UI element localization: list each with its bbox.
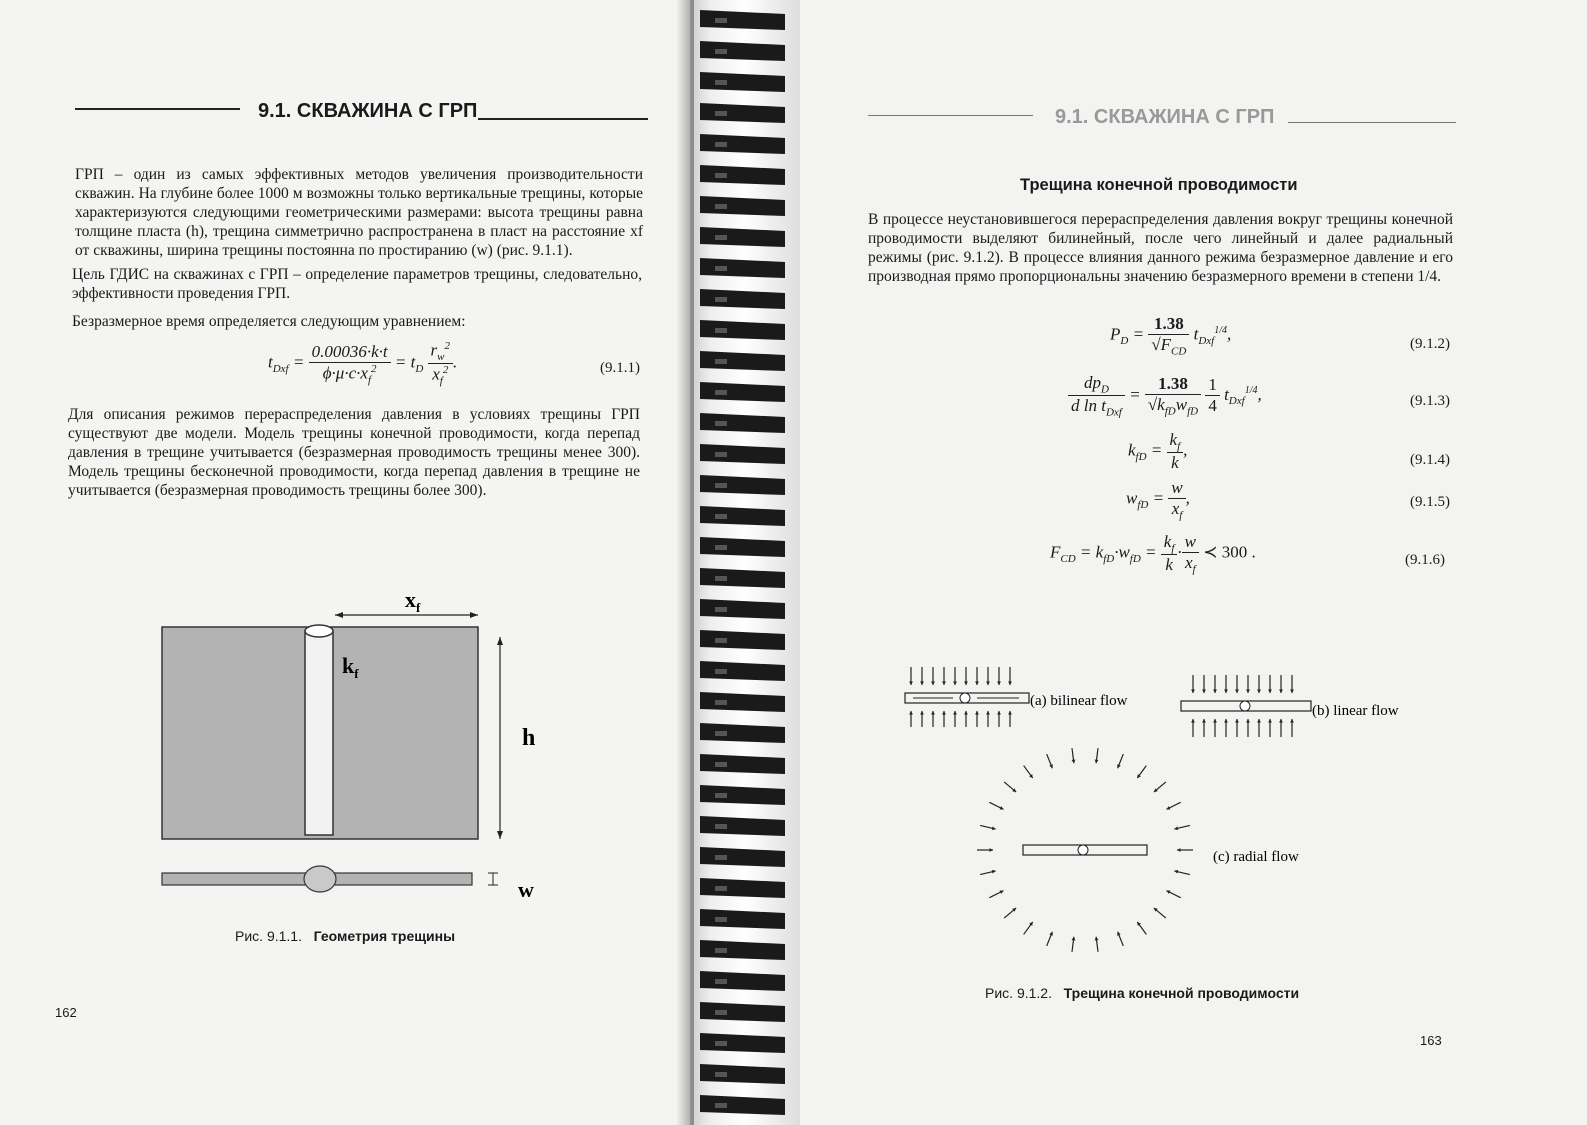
equation-9-1-3: $\frac{dp_D}{d \ln t_{Dxf}}$ = $\frac{1.38}{√k_{fD}w_{fD}}$ $\frac{1}{4}$ $t_{Dxf}^{1/4}$, <box>1068 373 1262 419</box>
binding-loop-highlight <box>715 452 727 457</box>
flow-arrow-head <box>1202 719 1206 723</box>
flow-arrow-head <box>989 848 993 852</box>
flow-arrow-head <box>1268 689 1272 693</box>
flow-arrow-head <box>1257 719 1261 723</box>
flow-arrow-head <box>1235 689 1239 693</box>
linear-arrows-top <box>1191 675 1294 693</box>
binding-loop <box>700 878 785 898</box>
binding-loop <box>700 723 785 743</box>
radial-flow-diagram <box>977 748 1299 952</box>
binding-loop <box>700 909 785 929</box>
wellbore-plan-view <box>304 866 336 892</box>
spiral-binding <box>690 0 800 1125</box>
binding-loop <box>700 785 785 805</box>
flow-arrow-head <box>1177 848 1181 852</box>
linear-flow-diagram <box>1181 675 1399 737</box>
page-gutter-shadow <box>676 0 694 1125</box>
flow-arrow-head <box>953 711 957 715</box>
binding-loop-highlight <box>715 111 727 116</box>
binding-loop <box>700 320 785 340</box>
binding-loop-highlight <box>715 514 727 519</box>
equation-9-1-6: $F_{CD} = k_{fD}\cdot w_{fD}$ = $\frac{k_f}{k}$ · $\frac{w}{x_f}$ ≺ 300 . <box>1050 532 1256 576</box>
binding-loop <box>700 661 785 681</box>
binding-loop <box>700 351 785 371</box>
binding-loop <box>700 630 785 650</box>
section-title: Трещина конечной проводимости <box>1020 176 1298 194</box>
header-rule-left <box>868 115 1033 116</box>
binding-loop-highlight <box>715 607 727 612</box>
left-para-2: Цель ГДИС на скважинах с ГРП – определение параметров трещины, следовательно, эффективности проведения ГРП. <box>72 266 642 302</box>
flow-arrow-head <box>964 681 968 685</box>
equation-9-1-5: $w_{fD}$ = $\frac{w}{x_f}$ , <box>1126 478 1190 522</box>
binding-loop-highlight <box>715 855 727 860</box>
radial-wellbore <box>1078 845 1088 855</box>
flow-arrow-head <box>1213 719 1217 723</box>
flow-arrow-head <box>942 681 946 685</box>
flow-arrow-head <box>986 711 990 715</box>
binding-loop-highlight <box>715 80 727 85</box>
right-page <box>800 0 1587 1125</box>
flow-arrow-head <box>920 681 924 685</box>
binding-loop <box>700 847 785 867</box>
flow-arrow-head <box>1246 689 1250 693</box>
flow-arrow-head <box>931 711 935 715</box>
w-label: w <box>518 877 534 902</box>
equation-number-9-1-5: (9.1.5) <box>1410 494 1450 510</box>
binding-loop-highlight <box>715 204 727 209</box>
binding-loop-highlight <box>715 1103 727 1108</box>
bilinear-wellbore <box>960 693 970 703</box>
binding-loop <box>700 382 785 402</box>
right-page-header: 9.1. СКВАЖИНА С ГРП <box>1055 106 1275 128</box>
radial-flow-label: (c) radial flow <box>1213 849 1299 865</box>
flow-arrow-head <box>1279 689 1283 693</box>
binding-loop-highlight <box>715 731 727 736</box>
binding-loop-highlight <box>715 979 727 984</box>
binding-loop-highlight <box>715 948 727 953</box>
binding-loop <box>700 1095 785 1115</box>
bilinear-flow-diagram <box>905 667 1128 727</box>
binding-loop <box>700 940 785 960</box>
xf-arrow-right <box>470 612 478 618</box>
flow-arrow-head <box>942 711 946 715</box>
flow-arrow-head <box>1174 870 1178 874</box>
caption-prefix: Рис. 9.1.2. <box>985 985 1052 1001</box>
binding-loop <box>700 971 785 991</box>
flow-arrow-head <box>1008 711 1012 715</box>
binding-loop <box>700 754 785 774</box>
flow-arrow-head <box>920 711 924 715</box>
figure-9-1-2-caption <box>985 985 1299 1001</box>
binding-loop-highlight <box>715 824 727 829</box>
binding-loop <box>700 289 785 309</box>
flow-arrow-head <box>1191 689 1195 693</box>
h-label: h <box>522 725 536 751</box>
flow-arrow-head <box>975 681 979 685</box>
flow-arrow-head <box>931 681 935 685</box>
flow-arrow-head <box>1290 689 1294 693</box>
binding-loop <box>700 41 785 61</box>
kf-label: $k_f$ <box>342 653 359 681</box>
left-para-4: Для описания режимов перераспределения давления в условиях трещины ГРП существуют две модели. Модель трещины конечной проводимости, когда перепад давления в трещине учитывается (безразмерная проводимость трещины менее 300). Модель трещины бесконечной проводимости, когда перепад давления в трещине не учитывается (безразмерная проводимость трещины более 300). <box>68 406 640 499</box>
right-para-1: В процессе неустановившегося перераспределения давления вокруг трещины конечной проводимости выделяют билинейный, после чего линейный и далее радиальный режимы (рис. 9.1.2). В процессе влияния данного режима безразмерное давление и его производная прямо пропорциональны значению безразмерного времени в степени 1/4. <box>868 211 1453 285</box>
binding-loop-highlight <box>715 576 727 581</box>
binding-loop-highlight <box>715 917 727 922</box>
binding-loop <box>700 134 785 154</box>
binding-loop-highlight <box>715 483 727 488</box>
binding-loop-highlight <box>715 173 727 178</box>
xf-arrow-left <box>335 612 343 618</box>
binding-loop-highlight <box>715 49 727 54</box>
binding-loop-highlight <box>715 235 727 240</box>
equation-9-1-1: $t_{Dxf}$ = $\frac{0.00036\cdot k\cdot t}{\phi\cdot\mu\cdot c\cdot x_f^2}$ = $t_D$ $\frac{r_w^2}{x_f^2}$ . <box>268 340 458 388</box>
binding-loop <box>700 72 785 92</box>
binding-loop-highlight <box>715 266 727 271</box>
header-rule-right <box>1288 122 1456 123</box>
binding-loop-highlight <box>715 700 727 705</box>
flow-arrow-head <box>1008 681 1012 685</box>
flow-arrow-head <box>964 711 968 715</box>
binding-loop <box>700 258 785 278</box>
binding-loop <box>700 10 785 30</box>
equation-number-9-1-1: (9.1.1) <box>600 360 640 376</box>
binding-loop-highlight <box>715 762 727 767</box>
equation-9-1-2: $P_D$ = $\frac{1.38}{√F_{CD}}$ $t_{Dxf}^{1/4}$, <box>1110 314 1232 358</box>
binding-loop-highlight <box>715 142 727 147</box>
flow-arrow-head <box>975 711 979 715</box>
caption-prefix: Рис. 9.1.1. <box>235 928 302 944</box>
flow-arrow-head <box>997 711 1001 715</box>
flow-arrow-head <box>992 826 996 830</box>
binding-loop <box>700 1033 785 1053</box>
caption-title: Трещина конечной проводимости <box>1063 985 1300 1001</box>
binding-loop <box>700 692 785 712</box>
equation-9-1-4: $k_{fD}$ = $\frac{k_f}{k}$ , <box>1128 430 1188 473</box>
binding-loop-highlight <box>715 793 727 798</box>
flow-arrow-head <box>1191 719 1195 723</box>
flow-arrow-head <box>986 681 990 685</box>
flow-arrow-head <box>1279 719 1283 723</box>
flow-arrow-head <box>1268 719 1272 723</box>
binding-loop-highlight <box>715 545 727 550</box>
flow-regimes-figure <box>895 655 1435 955</box>
flow-arrow-head <box>953 681 957 685</box>
left-para-3: Безразмерное время определяется следующим уравнением: <box>72 313 466 330</box>
binding-loop-highlight <box>715 1041 727 1046</box>
binding-loop <box>700 1064 785 1084</box>
header-rule-left <box>75 108 240 110</box>
binding-loop-highlight <box>715 1010 727 1015</box>
linear-wellbore <box>1240 701 1250 711</box>
flow-arrow-head <box>1246 719 1250 723</box>
flow-arrow-head <box>1235 719 1239 723</box>
h-arrow-top <box>497 637 503 645</box>
flow-arrow-head <box>997 681 1001 685</box>
flow-arrow-head <box>1257 689 1261 693</box>
flow-arrow-head <box>1213 689 1217 693</box>
bilinear-flow-label: (a) bilinear flow <box>1030 693 1128 709</box>
binding-loop-highlight <box>715 390 727 395</box>
binding-loop-highlight <box>715 669 727 674</box>
flow-arrow-head <box>909 711 913 715</box>
xf-label: $x_f$ <box>405 587 421 615</box>
binding-loop-highlight <box>715 1072 727 1077</box>
binding-loop-highlight <box>715 886 727 891</box>
figure-9-1-1-caption <box>235 928 455 944</box>
linear-arrows-bottom <box>1191 719 1294 737</box>
equation-number-9-1-6: (9.1.6) <box>1405 552 1445 568</box>
flow-arrow-head <box>1202 689 1206 693</box>
wellbore-cylinder <box>305 631 333 835</box>
header-rule-right <box>478 118 648 120</box>
page-number-right: 163 <box>1420 1033 1442 1048</box>
equation-number-9-1-2: (9.1.2) <box>1410 336 1450 352</box>
page-number-left: 162 <box>55 1005 77 1020</box>
flow-arrow-head <box>909 681 913 685</box>
bilinear-arrows-top <box>909 667 1012 685</box>
flow-arrow-head <box>1174 826 1178 830</box>
binding-loop <box>700 196 785 216</box>
h-arrow-bottom <box>497 831 503 839</box>
binding-loop-highlight <box>715 328 727 333</box>
binding-loop <box>700 227 785 247</box>
binding-loop <box>700 599 785 619</box>
binding-loop <box>700 475 785 495</box>
binding-loop <box>700 413 785 433</box>
caption-title: Геометрия трещины <box>313 928 456 944</box>
bilinear-arrows-bottom <box>909 711 1012 727</box>
binding-loop <box>700 816 785 836</box>
binding-loop-highlight <box>715 421 727 426</box>
binding-loop <box>700 165 785 185</box>
binding-loop-highlight <box>715 18 727 23</box>
binding-loop <box>700 103 785 123</box>
flow-arrow-head <box>1224 719 1228 723</box>
equation-number-9-1-3: (9.1.3) <box>1410 393 1450 409</box>
binding-loop <box>700 537 785 557</box>
linear-flow-label: (b) linear flow <box>1312 703 1399 719</box>
binding-loop <box>700 568 785 588</box>
left-page-header: 9.1. СКВАЖИНА С ГРП <box>258 100 478 122</box>
binding-loop-highlight <box>715 359 727 364</box>
equation-number-9-1-4: (9.1.4) <box>1410 452 1450 468</box>
binding-loop <box>700 1002 785 1022</box>
wellbore-top <box>305 625 333 637</box>
flow-arrow-head <box>1224 689 1228 693</box>
book-spine <box>690 0 800 1125</box>
fracture-geometry-figure <box>150 585 570 915</box>
binding-loop-highlight <box>715 638 727 643</box>
left-page <box>0 0 690 1125</box>
binding-loop <box>700 444 785 464</box>
flow-arrow-head <box>1290 719 1294 723</box>
binding-loop <box>700 506 785 526</box>
binding-loop-highlight <box>715 297 727 302</box>
flow-arrow-head <box>992 870 996 874</box>
left-para-1: ГРП – один из самых эффективных методов увеличения производительности скважин. На глубине более 1000 м возможны только вертикальные трещины, которые характеризуются следующими геометрическими размерами: высота трещины равна толщине пласта (h), трещина симметрично распространена в пласт на расстояние xf от скважины, ширина трещины постоянна по простиранию (w) (рис. 9.1.1). <box>75 166 643 259</box>
